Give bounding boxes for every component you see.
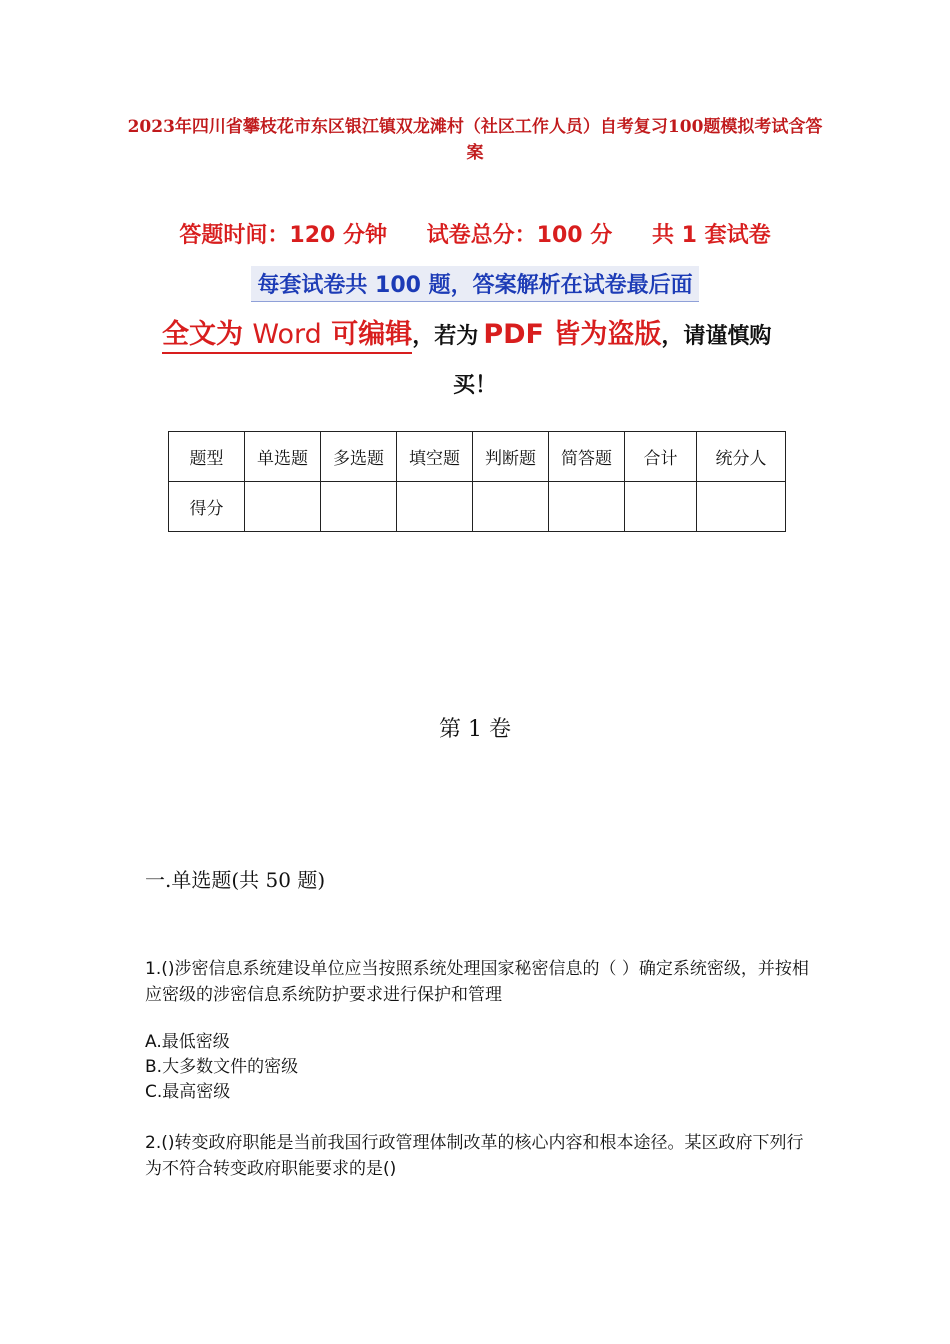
header-cell: 判断题 — [473, 432, 549, 482]
exam-info-line — [0, 218, 950, 249]
score-cell — [625, 482, 697, 532]
row-label-cell: 得分 — [169, 482, 245, 532]
comma: ， — [661, 324, 684, 349]
word-note-suffix: 可编辑 — [331, 319, 413, 350]
option-a: A.最低密级 — [145, 1032, 230, 1052]
exam-set-count: 共 1 套试卷 — [651, 223, 771, 248]
score-cell — [245, 482, 321, 532]
header-cell: 简答题 — [549, 432, 625, 482]
notice-line — [0, 266, 950, 302]
exam-total-score: 试卷总分：100 分 — [426, 223, 613, 248]
exam-time: 答题时间：120 分钟 — [179, 223, 387, 248]
if-pdf-label: 若为 — [434, 324, 479, 349]
question-2: 2.()转变政府职能是当前我国行政管理体制改革的核心内容和根本途径。某区政府下列行为不符合转变政府职能要求的是() — [145, 1133, 804, 1179]
word-note-prefix: 全文为 — [162, 319, 243, 350]
option-b: B.大多数文件的密级 — [145, 1057, 299, 1077]
header-cell: 合计 — [625, 432, 697, 482]
question-1-options — [145, 1030, 298, 1105]
score-table-score-row — [169, 482, 786, 532]
question-1: 1.()涉密信息系统建设单位应当按照系统处理国家秘密信息的（ ）确定系统密级，并按相应密级的涉密信息系统防护要求进行保护和管理 — [145, 959, 809, 1005]
header-cell: 单选题 — [245, 432, 321, 482]
score-cell — [697, 482, 786, 532]
score-table-header-row — [169, 432, 786, 482]
pdf-piracy-note: PDF 皆为盗版 — [483, 319, 662, 350]
score-table — [168, 431, 786, 532]
comma: ， — [412, 324, 435, 349]
header-cell: 填空题 — [397, 432, 473, 482]
score-cell — [473, 482, 549, 532]
notice-text: 每套试卷共 100 题，答案解析在试卷最后面 — [251, 266, 698, 302]
copyright-notice — [162, 310, 802, 363]
score-cell — [397, 482, 473, 532]
option-c: C.最高密级 — [145, 1082, 231, 1102]
section-heading: 一.单选题(共 50 题) — [145, 868, 326, 892]
score-cell — [321, 482, 397, 532]
document-title: 2023年四川省攀枝花市东区银江镇双龙滩村（社区工作人员）自考复习100题模拟考试含答案 — [127, 117, 823, 163]
header-cell: 统分人 — [697, 432, 786, 482]
word-note-word: Word — [252, 319, 322, 350]
score-cell — [549, 482, 625, 532]
caution-note-end: 买！ — [452, 373, 497, 398]
header-cell: 题型 — [169, 432, 245, 482]
caution-note: 请谨慎购 — [683, 324, 772, 349]
header-cell: 多选题 — [321, 432, 397, 482]
volume-heading: 第 1 卷 — [439, 717, 511, 742]
word-editable-note — [162, 319, 412, 354]
